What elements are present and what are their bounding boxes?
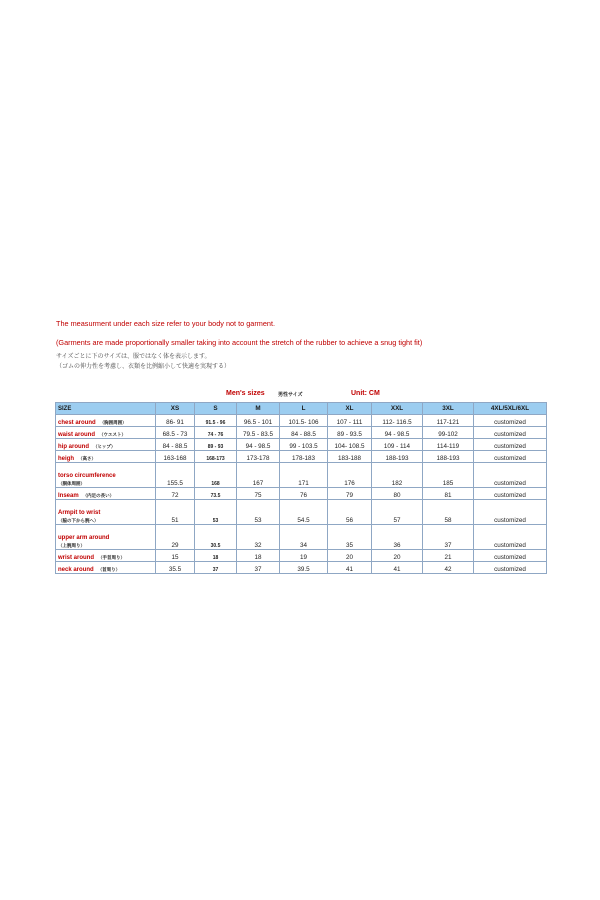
table-cell: customized — [474, 415, 547, 427]
row-label-jp: （胸囲周囲） — [99, 420, 127, 425]
header-cell-m: M — [237, 403, 280, 415]
row-label: heigh — [58, 456, 74, 462]
row-label-cell — [56, 415, 156, 427]
table-cell: 72 — [156, 488, 195, 500]
table-cell: 41 — [372, 562, 423, 574]
table-cell: 29 — [156, 525, 195, 550]
table-cell: 32 — [237, 525, 280, 550]
table-cell: 79.5 - 83.5 — [237, 427, 280, 439]
table-cell: 185 — [423, 463, 474, 488]
table-cell: 167 — [237, 463, 280, 488]
table-cell: 114-119 — [423, 439, 474, 451]
table-cell: customized — [474, 500, 547, 525]
table-cell: customized — [474, 550, 547, 562]
row-label-jp: （ヒップ） — [93, 444, 116, 449]
header-cell-4xl-6xl: 4XL/5XL/6XL — [474, 403, 547, 415]
table-cell: 84 - 88.5 — [156, 439, 195, 451]
table-cell: 37 — [423, 525, 474, 550]
table-cell: 171 — [280, 463, 328, 488]
table-cell: 35.5 — [156, 562, 195, 574]
row-label-cell — [56, 439, 156, 451]
row-label-cell — [56, 562, 156, 574]
table-cell: 73.5 — [195, 488, 237, 500]
row-label: Inseam — [58, 493, 79, 499]
row-label: Armpit to wrist — [58, 510, 101, 516]
table-cell: customized — [474, 439, 547, 451]
table-cell: 89 - 93 — [195, 439, 237, 451]
measurement-note: The measurment under each size refer to your body not to garment. — [56, 319, 276, 328]
table-cell: 37 — [237, 562, 280, 574]
table-cell: customized — [474, 451, 547, 463]
row-label: torso circumference — [58, 473, 116, 479]
measurement-note-jp: サイズごとに下のサイズは、服ではなく体を表示します。 — [56, 354, 211, 360]
table-cell: 101.5- 106 — [280, 415, 328, 427]
row-label-cell — [56, 550, 156, 562]
row-label: neck around — [58, 567, 94, 573]
table-cell: 176 — [328, 463, 372, 488]
table-cell: 36 — [372, 525, 423, 550]
row-label-jp: （高さ） — [78, 456, 96, 461]
table-cell: 178-183 — [280, 451, 328, 463]
table-cell: customized — [474, 463, 547, 488]
header-cell-3xl: 3XL — [423, 403, 474, 415]
garment-note: (Garments are made proportionally smaller taking into account the stretch of the rubber to achieve a snug tight fit) — [56, 338, 423, 347]
table-cell: 84 - 88.5 — [280, 427, 328, 439]
table-cell: 18 — [237, 550, 280, 562]
table-cell: 56 — [328, 500, 372, 525]
unit-label: Unit: CM — [351, 390, 380, 397]
table-cell: 91.5 - 96 — [195, 415, 237, 427]
header-cell-xl: XL — [328, 403, 372, 415]
table-cell: 99 - 103.5 — [280, 439, 328, 451]
header-cell-xxl: XXL — [372, 403, 423, 415]
table-cell: 182 — [372, 463, 423, 488]
row-label-jp: （首周り） — [97, 567, 121, 572]
table-cell: 168-173 — [195, 451, 237, 463]
row-label-cell — [56, 427, 156, 439]
header-cell-xs: XS — [156, 403, 195, 415]
table-cell: 163-168 — [156, 451, 195, 463]
table-cell: 81 — [423, 488, 474, 500]
table-cell: 79 — [328, 488, 372, 500]
table-cell: 168 — [195, 463, 237, 488]
table-cell: customized — [474, 427, 547, 439]
table-title — [56, 389, 546, 401]
row-label-jp: （ウエスト） — [99, 432, 127, 437]
header-cell-l: L — [280, 403, 328, 415]
row-label-jp: （内足の長い） — [82, 493, 115, 498]
table-cell: 104- 108.5 — [328, 439, 372, 451]
row-label-cell — [56, 500, 156, 525]
size-notes — [56, 319, 556, 372]
table-cell: 54.5 — [280, 500, 328, 525]
table-cell: 94 - 98.5 — [372, 427, 423, 439]
table-row — [56, 500, 547, 525]
table-cell: 173-178 — [237, 451, 280, 463]
table-row — [56, 525, 547, 550]
table-row — [56, 451, 547, 463]
table-cell: 107 - 111 — [328, 415, 372, 427]
row-label-jp: （上腕周り） — [58, 543, 85, 548]
table-cell: 183-188 — [328, 451, 372, 463]
table-cell: 53 — [237, 500, 280, 525]
table-cell: 155.5 — [156, 463, 195, 488]
table-cell: 30.5 — [195, 525, 237, 550]
table-cell: 51 — [156, 500, 195, 525]
table-cell: 109 - 114 — [372, 439, 423, 451]
row-label-jp: （脇の下から腕へ） — [58, 518, 99, 523]
mens-sizes-title: Men's sizes — [226, 390, 265, 397]
size-chart-table — [55, 402, 547, 574]
table-cell: 117-121 — [423, 415, 474, 427]
table-cell: 188-193 — [423, 451, 474, 463]
row-label: wrist around — [58, 555, 95, 561]
table-cell: 96.5 - 101 — [237, 415, 280, 427]
row-label: upper arm around — [58, 535, 110, 541]
row-label-jp: （胴体周囲） — [58, 481, 85, 486]
table-cell: 39.5 — [280, 562, 328, 574]
table-row — [56, 415, 547, 427]
table-cell: 37 — [195, 562, 237, 574]
table-cell: 89 - 93.5 — [328, 427, 372, 439]
table-cell: 76 — [280, 488, 328, 500]
table-cell: 15 — [156, 550, 195, 562]
table-cell: 94 - 98.5 — [237, 439, 280, 451]
table-cell: 74 - 76 — [195, 427, 237, 439]
table-cell: 68.5 - 73 — [156, 427, 195, 439]
table-cell: 20 — [328, 550, 372, 562]
row-label-cell — [56, 488, 156, 500]
row-label-cell — [56, 451, 156, 463]
table-cell: 21 — [423, 550, 474, 562]
table-cell: 57 — [372, 500, 423, 525]
table-row — [56, 562, 547, 574]
table-cell: customized — [474, 488, 547, 500]
table-cell: 58 — [423, 500, 474, 525]
table-row — [56, 463, 547, 488]
table-cell: 41 — [328, 562, 372, 574]
row-label: hip around — [58, 444, 89, 450]
table-cell: 188-193 — [372, 451, 423, 463]
table-cell: 34 — [280, 525, 328, 550]
row-label: waist around — [58, 432, 96, 438]
table-cell: customized — [474, 525, 547, 550]
table-row — [56, 427, 547, 439]
table-header-row — [56, 403, 547, 415]
row-label: chest around — [58, 420, 96, 426]
table-cell: customized — [474, 562, 547, 574]
table-row — [56, 439, 547, 451]
header-cell-s: S — [195, 403, 237, 415]
table-cell: 18 — [195, 550, 237, 562]
table-cell: 53 — [195, 500, 237, 525]
table-cell: 42 — [423, 562, 474, 574]
table-cell: 99-102 — [423, 427, 474, 439]
mens-sizes-title-jp: 男性サイズ — [278, 392, 303, 398]
row-label-cell — [56, 463, 156, 488]
row-label-jp: （手首周り） — [98, 555, 126, 560]
table-cell: 35 — [328, 525, 372, 550]
table-cell: 20 — [372, 550, 423, 562]
table-cell: 19 — [280, 550, 328, 562]
table-cell: 75 — [237, 488, 280, 500]
header-cell-size: SIZE — [56, 403, 156, 415]
table-cell: 80 — [372, 488, 423, 500]
row-label-cell — [56, 525, 156, 550]
table-row — [56, 488, 547, 500]
garment-note-jp: （ゴムの伸力性を考慮し、衣類を比例縮小して快適を実現する） — [56, 363, 231, 370]
table-cell: 112- 116.5 — [372, 415, 423, 427]
table-row — [56, 550, 547, 562]
table-cell: 86- 91 — [156, 415, 195, 427]
